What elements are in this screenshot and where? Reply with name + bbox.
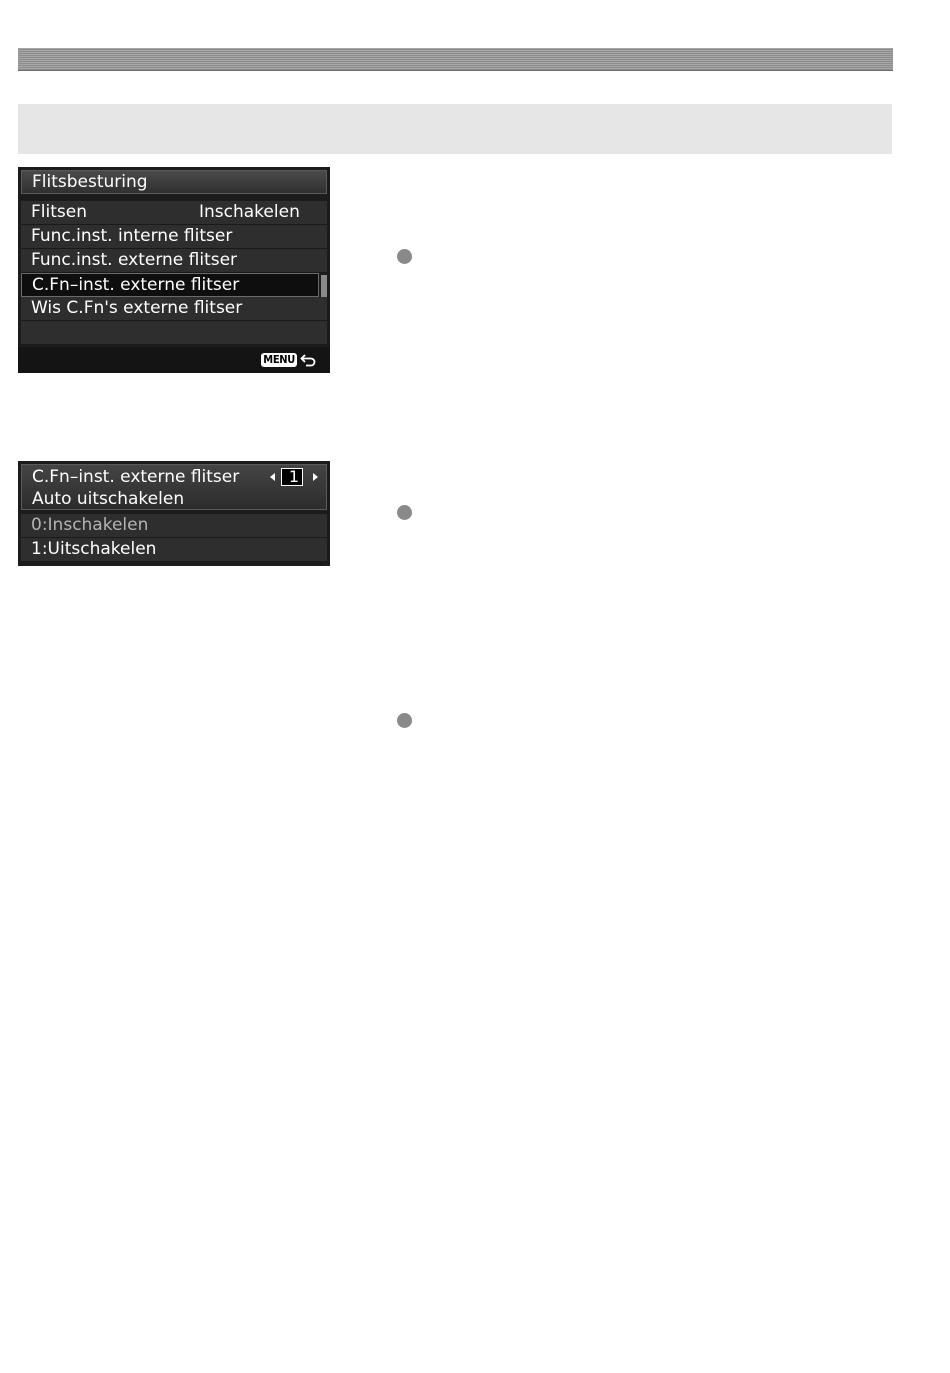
menu-item-label: C.Fn–inst. externe flitser: [32, 275, 240, 295]
bullet-icon: [397, 713, 412, 728]
menu-item-label: Func.inst. interne flitser: [31, 226, 233, 246]
option-disable[interactable]: 1:Uitschakelen: [21, 538, 327, 562]
menu-item-clear-external-cfn[interactable]: [21, 297, 327, 321]
menu-item-external-flash-cfn[interactable]: [21, 273, 319, 297]
menu-item-label: Func.inst. externe flitser: [31, 250, 238, 270]
menu-button-badge[interactable]: MENU: [263, 353, 295, 366]
menu-list: [21, 201, 327, 345]
screen-title: C.Fn–inst. externe flitser: [32, 467, 240, 487]
external-flash-cfn-screen: [18, 461, 330, 566]
menu-item-value: Inschakelen: [199, 202, 300, 222]
top-header-bar: [18, 48, 893, 71]
section-heading-band: [18, 104, 892, 154]
function-number: 1: [281, 468, 303, 486]
arrow-right-icon[interactable]: [313, 473, 318, 481]
scroll-indicator: [321, 275, 327, 297]
option-list: [21, 514, 327, 562]
menu-item-empty: [21, 321, 327, 345]
menu-item-external-flash-settings[interactable]: [21, 249, 327, 273]
option-enable[interactable]: 0:Inschakelen: [21, 514, 327, 538]
bullet-icon: [397, 505, 412, 520]
bullet-icon: [397, 249, 412, 264]
flash-control-menu-screen: [18, 167, 330, 373]
function-name: Auto uitschakelen: [32, 489, 185, 509]
menu-item-flitsen[interactable]: [21, 201, 327, 225]
menu-item-label: Wis C.Fn's externe flitser: [31, 298, 243, 318]
screen-title: Flitsbesturing: [21, 170, 327, 194]
menu-item-label: Flitsen: [31, 202, 87, 222]
arrow-left-icon[interactable]: [270, 473, 275, 481]
function-number-selector[interactable]: [270, 468, 318, 486]
return-arrow-icon[interactable]: [300, 351, 318, 369]
menu-item-internal-flash-settings[interactable]: [21, 225, 327, 249]
screen-footer: [18, 347, 330, 373]
cfn-header: [21, 464, 327, 510]
